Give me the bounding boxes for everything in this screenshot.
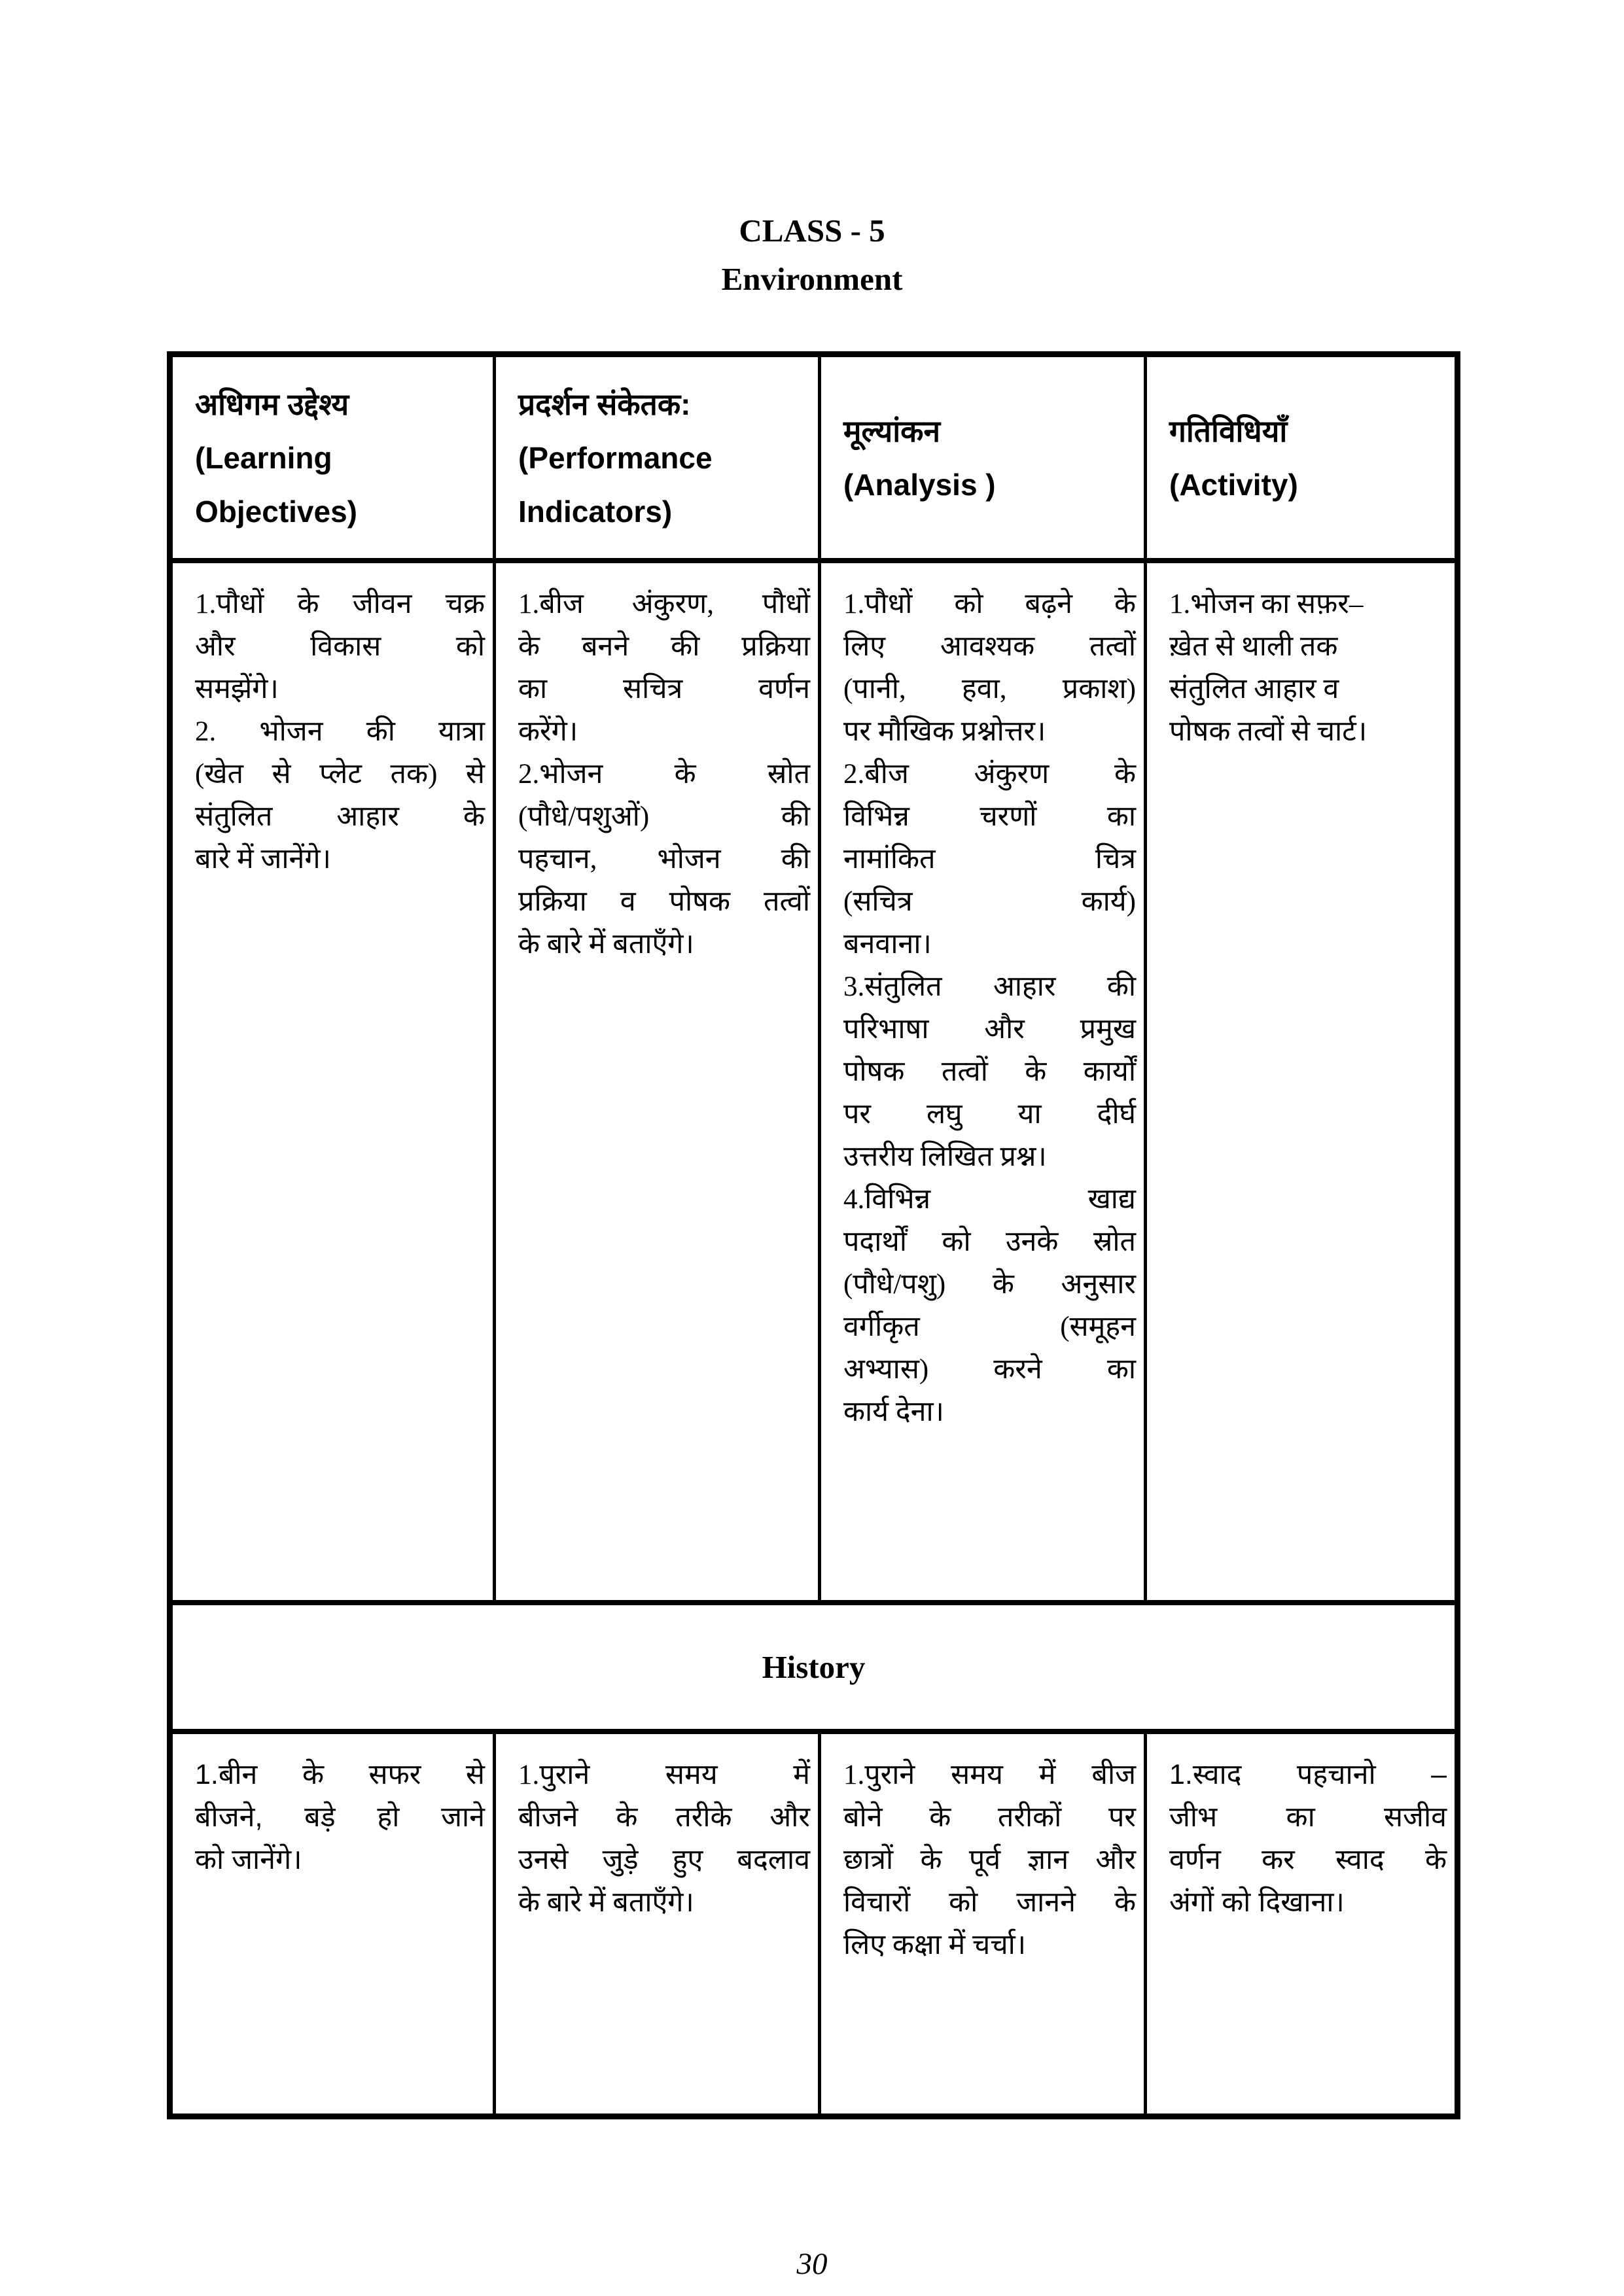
header-cell-learning-objectives xyxy=(173,357,493,558)
paragraph xyxy=(843,1754,1136,1966)
text-line: 4.विभिन्न खाद्य xyxy=(843,1184,1136,1215)
text-line: कार्य देना। xyxy=(843,1397,944,1427)
history-activity-cell xyxy=(1144,1729,1455,2113)
page-title-block xyxy=(0,207,1624,304)
text-line: के बारे में बताएँगे। xyxy=(518,929,694,960)
paragraph xyxy=(518,1754,810,1924)
text-line: पर मौखिक प्रश्नोत्तर। xyxy=(843,716,1046,747)
curriculum-table xyxy=(167,351,1460,2119)
text-line: उत्तरीय लिखित प्रश्न। xyxy=(843,1141,1047,1172)
text-line: संतुलित आहार व xyxy=(1169,674,1339,704)
text-line: विभिन्न चरणों का xyxy=(843,801,1136,832)
history-learning-objectives-cell xyxy=(173,1729,493,2113)
text-line: पोषक तत्वों से चार्ट। xyxy=(1169,716,1368,747)
text-line: (सचित्र कार्य) xyxy=(843,886,1136,917)
text-line: (Analysis ) xyxy=(843,467,996,502)
text-line: नामांकित चित्र xyxy=(843,844,1136,875)
text-line: के बारे में बताएँगे। xyxy=(518,1887,694,1918)
text-line: बीजने के तरीके और xyxy=(518,1802,810,1833)
text-line: का सचित्र वर्णन xyxy=(518,674,810,704)
text-line: अंगों को दिखाना। xyxy=(1169,1887,1345,1918)
environment-performance-indicators-cell xyxy=(493,558,818,1600)
history-analysis-cell xyxy=(818,1729,1144,2113)
text-line: 2. भोजन की यात्रा xyxy=(195,716,485,747)
text-line: पर लघु या दीर्घ xyxy=(843,1099,1136,1130)
text-line: (पौधे/पशु) के अनुसार xyxy=(843,1269,1136,1300)
text-line: के बनने की प्रक्रिया xyxy=(518,631,810,662)
text-line: प्रदर्शन संकेतक: xyxy=(518,387,691,421)
paragraph xyxy=(1169,583,1447,753)
paragraph xyxy=(843,1178,1136,1433)
text-line: 1.पौधों के जीवन चक्र xyxy=(195,589,485,619)
text-line: उनसे जुड़े हुए बदलाव xyxy=(518,1845,810,1875)
environment-analysis-cell xyxy=(818,558,1144,1600)
text-line: बनवाना। xyxy=(843,929,932,960)
text-line: 1.भोजन का सफ़र– xyxy=(1169,589,1364,619)
text-line: (Learning xyxy=(195,440,332,475)
paragraph xyxy=(195,710,485,880)
text-line: विचारों को जानने के xyxy=(843,1887,1136,1918)
paragraph xyxy=(195,1754,485,1881)
text-line: पदार्थों को उनके स्रोत xyxy=(843,1226,1136,1257)
header-cell-performance-indicators xyxy=(493,357,818,558)
text-line: 1.पुराने समय में बीज xyxy=(843,1760,1136,1790)
text-line: करेंगे। xyxy=(518,716,578,747)
text-line: को जानेंगे। xyxy=(195,1844,302,1875)
environment-activity-cell xyxy=(1144,558,1455,1600)
text-line: जीभ का सजीव xyxy=(1169,1801,1447,1833)
text-line: अधिगम उद्देश्य xyxy=(195,387,349,421)
page-title: CLASS - 5 xyxy=(739,213,885,249)
text-line: बीजने, बड़े हो जाने xyxy=(195,1801,485,1833)
paragraph xyxy=(843,583,1136,753)
text-line: समझेंगे। xyxy=(195,674,279,704)
environment-learning-objectives-cell xyxy=(173,558,493,1600)
paragraph xyxy=(1169,1754,1447,1924)
text-line: (पानी, हवा, प्रकाश) xyxy=(843,674,1136,704)
text-line: 1.पुराने समय में xyxy=(518,1760,810,1790)
text-line: बारे में जानेंगे। xyxy=(195,844,331,875)
text-line: लिए आवश्यक तत्वों xyxy=(843,631,1136,662)
text-line: (Performance xyxy=(518,440,713,475)
text-line: 2.भोजन के स्रोत xyxy=(518,759,810,790)
text-line: और विकास को xyxy=(195,631,485,662)
text-line: छात्रों के पूर्व ज्ञान और xyxy=(843,1845,1136,1875)
header-cell-activity xyxy=(1144,357,1455,558)
text-line: ख़ेत से थाली तक xyxy=(1169,631,1338,662)
text-line: अभ्यास) करने का xyxy=(843,1354,1136,1385)
text-line: 1.बीज अंकुरण, पौधों xyxy=(518,589,810,619)
text-line: बोने के तरीकों पर xyxy=(843,1802,1136,1833)
paragraph xyxy=(518,583,810,753)
text-line: पोषक तत्वों के कार्यों xyxy=(843,1056,1136,1087)
page-number: 30 xyxy=(796,2247,828,2281)
text-line: 3.संतुलित आहार की xyxy=(843,971,1136,1002)
text-line: पहचान, भोजन की xyxy=(518,844,810,875)
text-line: (Activity) xyxy=(1169,467,1298,502)
text-line: गतिविधियाँ xyxy=(1169,413,1288,448)
paragraph xyxy=(195,583,485,710)
page-subtitle: Environment xyxy=(721,261,903,297)
header-cell-analysis xyxy=(818,357,1144,558)
paragraph xyxy=(843,965,1136,1178)
text-line: 2.बीज अंकुरण के xyxy=(843,759,1136,790)
paragraph xyxy=(518,753,810,965)
text-line: परिभाषा और प्रमुख xyxy=(843,1014,1136,1045)
text-line: वर्णन कर स्वाद के xyxy=(1169,1844,1447,1875)
text-line: 1.पौधों को बढ़ने के xyxy=(843,589,1136,619)
text-line: 1.बीन के सफर से xyxy=(195,1759,485,1790)
text-line: वर्गीकृत (समूहन xyxy=(843,1312,1136,1342)
text-line: Objectives) xyxy=(195,494,357,529)
text-line: मूल्यांकन xyxy=(843,413,940,448)
text-line: (पौधे/पशुओं) की xyxy=(518,801,810,832)
section-title-history: History xyxy=(173,1600,1455,1729)
text-line: प्रक्रिया व पोषक तत्वों xyxy=(518,886,810,917)
history-performance-indicators-cell xyxy=(493,1729,818,2113)
text-line: (खेत से प्लेट तक) से xyxy=(195,759,485,790)
text-line: 1.स्वाद पहचानो – xyxy=(1169,1759,1447,1790)
text-line: लिए कक्षा में चर्चा। xyxy=(843,1930,1027,1960)
text-line: Indicators) xyxy=(518,494,673,529)
text-line: संतुलित आहार के xyxy=(195,801,485,832)
paragraph xyxy=(843,753,1136,965)
